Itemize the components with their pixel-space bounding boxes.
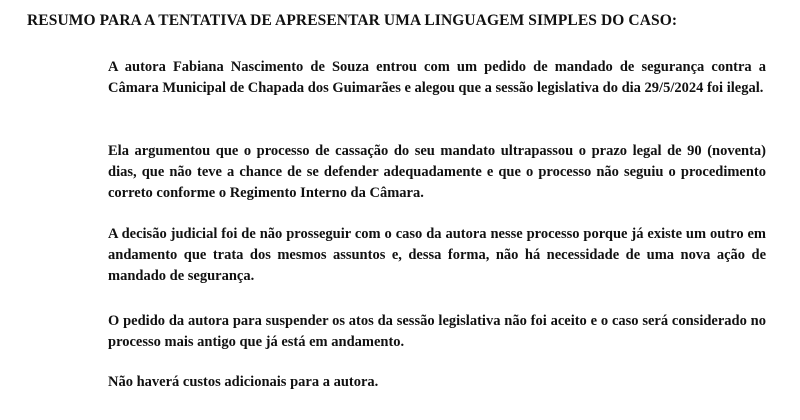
paragraph-petition: A autora Fabiana Nascimento de Souza entrou com um pedido de mandado de segurança contra a Câmara Municipal de Chapada dos Guimarães e alegou que a sessão legislativa do dia 29/5/2024 foi ilegal. bbox=[108, 59, 766, 96]
paragraph-costs: Não haverá custos adicionais para a autora. bbox=[108, 374, 379, 390]
paragraph-decision: A decisão judicial foi de não prosseguir com o caso da autora nesse processo porque já existe um outro em andamento que trata dos mesmos assuntos e, dessa forma, não há necessidade de uma nova ação de mandado de segurança. bbox=[108, 226, 766, 284]
document-heading: RESUMO PARA A TENTATIVA DE APRESENTAR UMA LINGUAGEM SIMPLES DO CASO: bbox=[27, 12, 678, 29]
paragraph-request-denied: O pedido da autora para suspender os atos da sessão legislativa não foi aceito e o caso será considerado no processo mais antigo que já está em andamento. bbox=[108, 313, 766, 350]
paragraph-arguments: Ela argumentou que o processo de cassação do seu mandato ultrapassou o prazo legal de 90 (noventa) dias, que não teve a chance de se defender adequadamente e que o processo não seguiu o procedimento correto conforme o Regimento Interno da Câmara. bbox=[108, 143, 766, 201]
